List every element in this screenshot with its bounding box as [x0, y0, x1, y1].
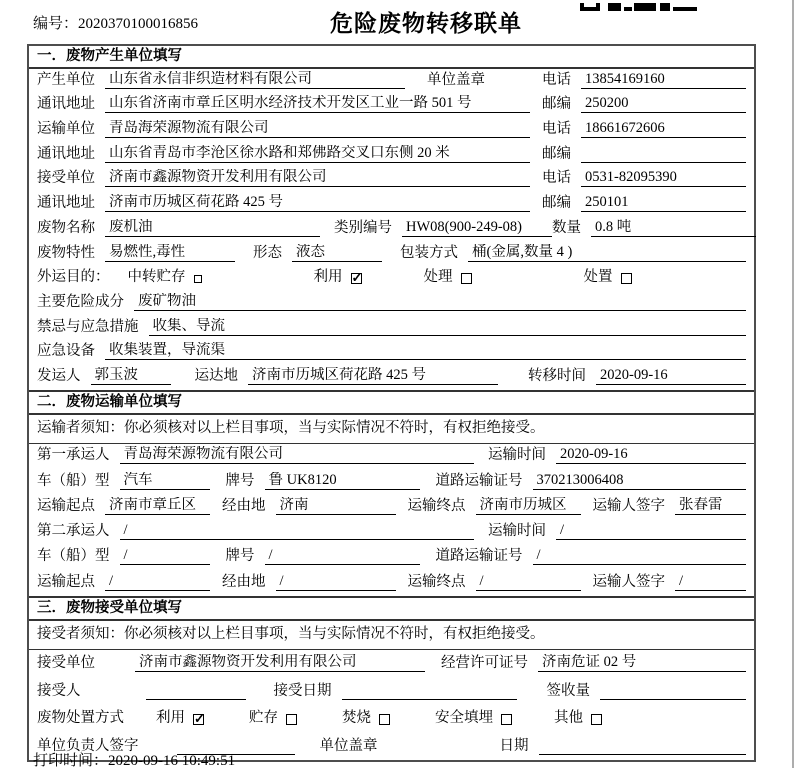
- route1-row: [29, 495, 754, 520]
- page-title: 危险废物转移联单: [330, 11, 522, 36]
- section1-title: 一．废物产生单位填写: [29, 46, 754, 69]
- disposal-option-label: 利用: [156, 710, 185, 727]
- consignor-label: 发运人: [37, 367, 81, 384]
- purpose-option-dispose: [584, 269, 632, 286]
- phone2-label: 电话: [542, 121, 571, 138]
- emergency-label: 禁忌与应急措施: [37, 318, 139, 335]
- via2-value: /: [276, 573, 396, 591]
- print-time-label: 打印时间：: [33, 753, 109, 769]
- disposal-option-utilize: [156, 710, 204, 727]
- phone1-value: 13854169160: [581, 71, 746, 89]
- received-qty-label: 签收量: [546, 682, 590, 699]
- end1-value: 济南市历城区: [476, 497, 581, 515]
- section2-title: 二．废物运输单位填写: [29, 390, 754, 415]
- zip1-label: 邮编: [542, 96, 571, 113]
- disposal-option-label: 其他: [554, 710, 583, 727]
- hazard-value: 废矿物油: [134, 293, 746, 311]
- receiver-label: 接受单位: [37, 170, 95, 187]
- producer-address-row: [29, 94, 754, 119]
- zip3-value: 250101: [581, 194, 746, 212]
- checkbox-treat: [461, 273, 472, 284]
- vehicle1-label: 车（船）型: [37, 472, 110, 489]
- receiver-row: [29, 168, 754, 193]
- address3-label: 通讯地址: [37, 195, 95, 212]
- received-qty-value: [600, 683, 746, 700]
- vehicle1-value: 汽车: [120, 472, 210, 490]
- waste-name-label: 废物名称: [37, 219, 95, 236]
- receiver-address-row: [29, 192, 754, 217]
- destination-value: 济南市历城区荷花路 425 号: [248, 367, 498, 385]
- address2-value: 山东省青岛市李沧区徐水路和郑佛路交叉口东侧 20 米: [105, 145, 530, 163]
- plate1-value: 鲁 UK8120: [265, 472, 420, 490]
- transfer-time-group: [528, 367, 746, 385]
- section1-body: [29, 69, 754, 390]
- producer-value: 山东省永信非织造材料有限公司: [105, 71, 405, 89]
- end2-value: /: [476, 573, 581, 591]
- zip1-group: [542, 95, 746, 113]
- time1-label: 运输时间: [488, 447, 546, 464]
- zip2-label: 邮编: [542, 145, 571, 162]
- recipient-value: [146, 683, 246, 700]
- waste-name-value: 废机油: [105, 219, 320, 237]
- checkbox-utilize: [351, 273, 362, 284]
- sign2-label: 运输人签字: [592, 573, 665, 590]
- plate2-value: /: [265, 547, 420, 565]
- phone3-value: 0531-82095390: [581, 169, 746, 187]
- purpose-option-label: 处理: [423, 269, 453, 286]
- first-carrier-row: [29, 444, 754, 469]
- hazard-components-row: [29, 291, 754, 316]
- permit-label: 经营许可证号: [441, 655, 528, 672]
- origin2-label: 运输起点: [37, 573, 95, 590]
- section3-body: [29, 650, 754, 760]
- origin1-value: 济南市章丘区: [105, 497, 210, 515]
- section3-title: 三．废物接受单位填写: [29, 596, 754, 621]
- disposal-option-label: 安全填埋: [435, 710, 493, 727]
- origin1-label: 运输起点: [37, 497, 95, 514]
- carrier2-value: /: [120, 522, 475, 540]
- equipment-value: 收集装置，导流渠: [105, 342, 746, 360]
- purpose-option-label: 利用: [313, 269, 343, 286]
- phone2-group: [542, 120, 746, 138]
- route2-row: [29, 570, 754, 595]
- characteristic-value: 易燃性,毒性: [105, 244, 235, 262]
- transporter-row: [29, 118, 754, 143]
- date-value: [539, 738, 747, 755]
- quantity-label: 数量: [552, 219, 581, 236]
- quantity-value: 0.8 吨: [591, 219, 756, 237]
- phone3-group: [542, 169, 746, 187]
- form-value: 液态: [292, 244, 382, 262]
- transfer-time-label: 转移时间: [528, 367, 586, 384]
- origin2-value: /: [105, 573, 210, 591]
- receiver3-label: 接受单位: [37, 655, 95, 672]
- section2-body: [29, 444, 754, 596]
- category-label: 类别编号: [334, 219, 392, 236]
- phone1-group: [542, 71, 746, 89]
- end2-label: 运输终点: [407, 573, 466, 590]
- waste-characteristic-row: [29, 242, 754, 267]
- date-label: 日期: [499, 737, 529, 754]
- checkbox-transfer-storage: [194, 275, 202, 283]
- zip1-value: 250200: [581, 95, 746, 113]
- receiver-value: 济南市鑫源物资开发利用有限公司: [105, 169, 530, 187]
- responsible-sign-label: 单位负责人签字: [37, 737, 139, 754]
- purpose-option-label: 处置: [583, 269, 613, 286]
- via1-label: 经由地: [222, 497, 266, 514]
- qr-code-fragment: [580, 0, 697, 18]
- packaging-label: 包装方式: [400, 244, 458, 261]
- purpose-option-transfer-storage: [128, 269, 202, 286]
- transport-purpose-row: [29, 267, 754, 292]
- carrier2-label: 第二承运人: [37, 523, 110, 540]
- permit-value: 济南危证 02 号: [538, 654, 746, 672]
- purpose-option-utilize: [314, 269, 362, 286]
- document-serial: [33, 12, 198, 33]
- disposal-method-row: [29, 705, 754, 733]
- transfer-time-value: 2020-09-16: [596, 367, 746, 385]
- checkbox-disposal-incinerate: [379, 714, 390, 725]
- end1-label: 运输终点: [407, 497, 466, 514]
- accepting-unit-row: [29, 650, 754, 678]
- emergency-equipment-row: [29, 341, 754, 366]
- second-carrier-row: [29, 520, 754, 545]
- transporter-address-row: [29, 143, 754, 168]
- receive-date-value: [342, 683, 517, 700]
- waste-name-row: [29, 217, 754, 242]
- zip3-label: 邮编: [542, 195, 571, 212]
- phone1-label: 电话: [542, 71, 571, 88]
- unit-seal3-label: 单位盖章: [319, 737, 378, 754]
- time2-label: 运输时间: [488, 523, 546, 540]
- checkbox-disposal-other: [591, 714, 602, 725]
- hazard-label: 主要危险成分: [37, 293, 124, 310]
- via1-value: 济南: [276, 497, 396, 515]
- license1-value: 370213006408: [533, 472, 747, 490]
- sign1-value: 张春雷: [675, 497, 746, 515]
- vehicle2-row: [29, 545, 754, 570]
- checkbox-dispose: [621, 273, 632, 284]
- license1-label: 道路运输证号: [435, 472, 523, 489]
- category-value: HW08(900-249-08): [402, 219, 552, 237]
- time2-value: /: [556, 522, 746, 540]
- purpose-option-treat: [424, 269, 472, 286]
- zip2-group: [542, 146, 746, 163]
- phone2-value: 18661672606: [581, 120, 746, 138]
- recipient-row: [29, 677, 754, 705]
- plate2-label: 牌号: [225, 548, 255, 565]
- characteristic-label: 废物特性: [37, 244, 95, 261]
- section3-notice: 接受者须知：你必须核对以上栏目事项，当与实际情况不符时，有权拒绝接受。: [29, 621, 754, 650]
- page-edge-line: [792, 0, 794, 768]
- manifest-form: [27, 44, 756, 762]
- print-time-value: 2020-09-16 10:49:51: [108, 753, 236, 769]
- emergency-value: 收集、导流: [149, 318, 747, 336]
- purpose-label: 外运目的：: [37, 269, 110, 286]
- via2-label: 经由地: [222, 573, 266, 590]
- zip2-value: [581, 146, 746, 163]
- producer-row: [29, 69, 754, 94]
- receive-date-label: 接受日期: [273, 682, 332, 699]
- transporter-value: 青岛海荣源物流有限公司: [105, 120, 530, 138]
- consignor-value: 郭玉波: [91, 367, 171, 385]
- purpose-option-label: 中转贮存: [127, 269, 186, 286]
- checkbox-disposal-store: [286, 714, 297, 725]
- checkbox-disposal-landfill: [501, 714, 512, 725]
- carrier1-value: 青岛海荣源物流有限公司: [120, 446, 475, 464]
- disposal-option-incinerate: [342, 710, 390, 727]
- transporter-label: 运输单位: [37, 121, 95, 138]
- checkbox-disposal-utilize: [193, 714, 204, 725]
- disposal-option-label: 贮存: [249, 710, 278, 727]
- license2-value: /: [533, 547, 747, 565]
- unit-seal-label: 单位盖章: [427, 71, 485, 88]
- print-time: [33, 749, 235, 770]
- form-label: 形态: [253, 244, 282, 261]
- sign2-value: /: [675, 573, 746, 591]
- time1-value: 2020-09-16: [556, 446, 746, 464]
- license2-label: 道路运输证号: [435, 548, 523, 565]
- zip3-group: [542, 194, 746, 212]
- packaging-value: 桶(金属,数量 4 ): [468, 244, 746, 262]
- disposal-option-landfill: [435, 710, 512, 727]
- disposal-option-label: 焚烧: [342, 710, 371, 727]
- emergency-measures-row: [29, 316, 754, 341]
- producer-label: 产生单位: [37, 71, 95, 88]
- serial-number: 2020370100016856: [78, 16, 199, 32]
- vehicle1-row: [29, 469, 754, 494]
- disposal-option-store: [249, 710, 297, 727]
- serial-label: 编号：: [33, 16, 79, 32]
- vehicle2-label: 车（船）型: [37, 548, 110, 565]
- address2-label: 通讯地址: [37, 145, 95, 162]
- address1-value: 山东省济南市章丘区明水经济技术开发区工业一路 501 号: [105, 95, 530, 113]
- section2-notice: 运输者须知：你必须核对以上栏目事项，当与实际情况不符时，有权拒绝接受。: [29, 415, 754, 444]
- carrier1-label: 第一承运人: [37, 447, 110, 464]
- disposal-option-other: [554, 710, 602, 727]
- quantity-group: [552, 219, 756, 237]
- phone3-label: 电话: [542, 170, 571, 187]
- address1-label: 通讯地址: [37, 96, 95, 113]
- destination-label: 运达地: [194, 367, 238, 384]
- plate1-label: 牌号: [225, 472, 255, 489]
- disposal-label: 废物处置方式: [37, 710, 124, 727]
- recipient-label: 接受人: [37, 682, 81, 699]
- sign1-label: 运输人签字: [592, 497, 665, 514]
- vehicle2-value: /: [120, 547, 210, 565]
- equipment-label: 应急设备: [37, 343, 95, 360]
- receiver3-value: 济南市鑫源物资开发利用有限公司: [135, 654, 425, 672]
- address3-value: 济南市历城区荷花路 425 号: [105, 194, 530, 212]
- consignor-row: [29, 365, 754, 390]
